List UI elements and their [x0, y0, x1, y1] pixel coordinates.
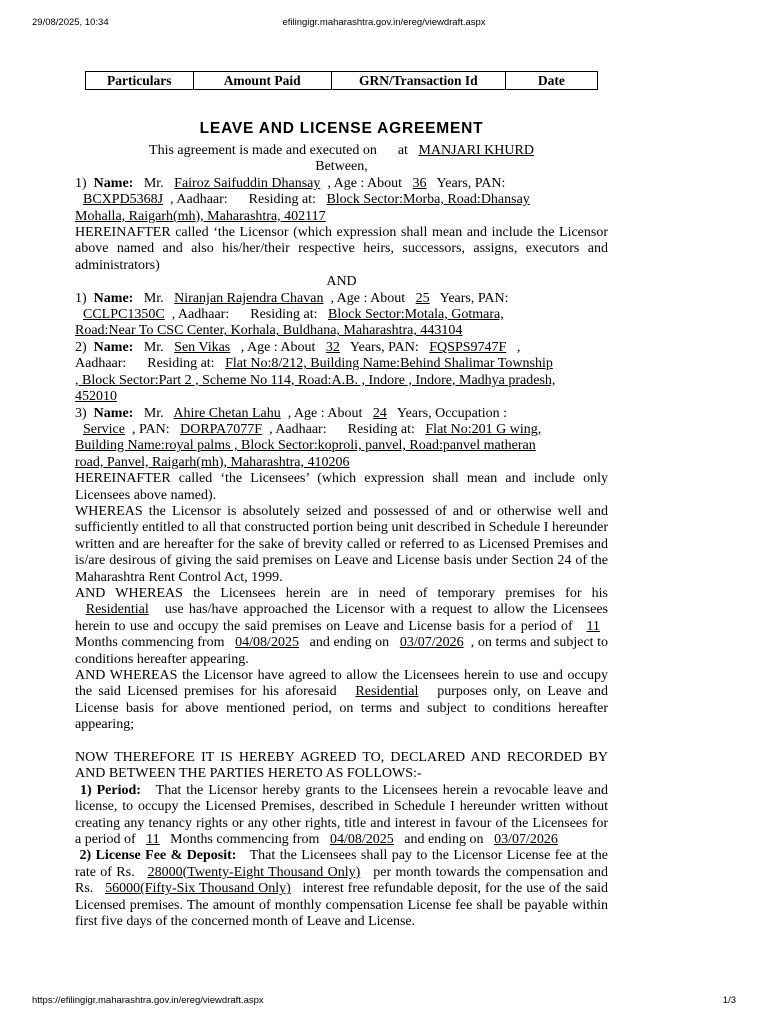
- whereas2-text-e: , on terms and subject to conditions hereafter appearing.: [75, 635, 609, 667]
- header-amount-paid: Amount Paid: [193, 72, 331, 90]
- payment-table-header-row: [86, 72, 598, 90]
- party-number: 1): [75, 290, 87, 306]
- licensee-3-line-1: [75, 406, 608, 422]
- licensee-2-address-part2: , Block Sector:Part 2 , Scheme No 114, Road:A.B. , Indore , Indore, Madhya pradesh,: [75, 372, 556, 388]
- aadhaar-residing-label: , Aadhaar: Residing at:: [170, 192, 316, 208]
- name-label: Name:: [93, 175, 134, 191]
- age-label: , Age : About: [240, 339, 316, 355]
- whereas2-text-a: AND WHEREAS the Licensees herein are in need of temporary premises for his: [75, 585, 608, 601]
- licensor-name: Fairoz Saifuddin Dhansay: [174, 175, 321, 191]
- hereinafter-licensees: HEREINAFTER called ‘the Licensees’ (which expression shall mean and include only Licensees above named).: [75, 471, 608, 503]
- whereas2-text-c: Months commencing from: [75, 635, 225, 651]
- licensee-1-address-part2: Road:Near To CSC Center, Korhala, Buldhana, Maharashtra, 443104: [75, 323, 463, 339]
- years-pan-label: Years, PAN:: [436, 175, 506, 191]
- whereas2-months: 11: [586, 618, 600, 634]
- page-number: 1/3: [722, 995, 736, 1006]
- name-title: Mr.: [143, 405, 164, 421]
- licensee-2-line-2: [75, 356, 608, 372]
- whereas3-text-b: purposes only, on Leave and License basis for above mentioned period, on terms and subject to conditions hereafter appearing;: [75, 684, 608, 733]
- clause1-end-date: 03/07/2026: [494, 832, 558, 848]
- licensee-1-line-1: [75, 291, 608, 307]
- clause2-license-fee: 28000(Twenty-Eight Thousand Only): [147, 864, 361, 880]
- whereas-clause-3: [75, 668, 608, 734]
- payment-table: [85, 71, 598, 90]
- name-label: Name:: [93, 339, 134, 355]
- licensee-3-address-part1: Flat No:201 G wing,: [425, 421, 542, 437]
- licensee-1-name: Niranjan Rajendra Chavan: [174, 290, 324, 306]
- name-label: Name:: [93, 405, 134, 421]
- header-grn-transaction-id: GRN/Transaction Id: [331, 72, 505, 90]
- whereas2-end-date: 03/07/2026: [399, 635, 464, 651]
- whereas-clause-2: [75, 586, 608, 668]
- licensor-line-3: [75, 209, 608, 225]
- licensor-pan: BCXPD5368J: [83, 192, 164, 208]
- clause-period-label: 1) Period:: [79, 782, 141, 798]
- whereas2-text-b: use has/have approached the Licensor with a request to allow the Licensees herein to use and occupy the said premises on Leave and License basis for a period of: [75, 602, 609, 634]
- licensee-3-line-2: [75, 422, 608, 438]
- header-particulars: Particulars: [86, 72, 194, 90]
- whereas-clause-1: WHEREAS the Licensor is absolutely seized and possessed of and or otherwise well and sufficiently entitled to all that constructed portion being unit described in Schedule I hereunder written and are hereafter for the sake of brevity called or referred to as Licensed Premises and is/are desirous of giving the said premises on Leave and License basis under Section 24 of the Maharashtra Rent Control Act, 1999.: [75, 503, 608, 585]
- licensee-1-line-3: [75, 323, 608, 339]
- intro-line: [75, 143, 608, 159]
- between-line: Between,: [315, 159, 368, 175]
- clause1-text-b: Months commencing from: [170, 832, 320, 848]
- aadhaar-residing-label: , Aadhaar: Residing at:: [269, 421, 415, 437]
- age-label: , Age : About: [287, 405, 363, 421]
- clause2-text-c: interest free refundable deposit, for the use of the said Licensed premises. The amount of monthly compensation License fee shall be payable within first five days of the concerned month of Leave and License.: [75, 881, 608, 930]
- licensee-3-name: Ahire Chetan Lahu: [173, 405, 281, 421]
- whereas2-start-date: 04/08/2025: [235, 635, 299, 651]
- hereinafter-licensor: HEREINAFTER called ‘the Licensor (which expression shall mean and include the Licensor above named and also his/her/their respective heirs, successors, assigns, executors and administrators): [75, 225, 608, 273]
- clause2-text-b: per month towards the compensation and Rs.: [75, 864, 608, 897]
- licensee-3-pan: DORPA7077F: [180, 421, 263, 437]
- aadhaar-residing-label: , Aadhaar: Residing at:: [171, 307, 318, 323]
- clause1-months: 11: [146, 832, 160, 848]
- pan-label: , PAN:: [131, 421, 170, 437]
- licensor-address-part2: Mohalla, Raigarh(mh), Maharashtra, 402117: [75, 208, 326, 224]
- licensee-1-pan: CCLPC1350C: [83, 307, 165, 323]
- name-title: Mr.: [143, 290, 164, 306]
- print-url: efilingigr.maharashtra.gov.in/ereg/viewdraft.aspx: [282, 17, 486, 28]
- clause1-start-date: 04/08/2025: [329, 832, 394, 848]
- licensee-2-line-1: [75, 340, 608, 356]
- clause2-deposit: 56000(Fifty-Six Thousand Only): [105, 881, 291, 897]
- licensee-2-name: Sen Vikas: [174, 339, 231, 355]
- years-pan-label: Years, PAN:: [349, 339, 419, 355]
- clause-fee-label: 2) License Fee & Deposit:: [79, 848, 237, 864]
- age-label: , Age : About: [327, 175, 403, 191]
- clause1-text-a: That the Licensor hereby grants to the Licensees herein a revocable leave and license, to occupy the Licensed Premises, described in Schedule I hereunder written without creating any tenancy rights or any other rights, title and interest in favour of the Licensees for a period of: [75, 782, 609, 848]
- years-pan-label: Years, PAN:: [439, 290, 509, 306]
- whereas2-text-d: and ending on: [309, 635, 390, 651]
- clause-period: [75, 783, 608, 849]
- header-date: Date: [505, 72, 597, 90]
- whereas3-use: Residential: [355, 684, 419, 700]
- now-therefore-clause: NOW THEREFORE IT IS HEREBY AGREED TO, DECLARED AND RECORDED BY AND BETWEEN THE PARTIES HERETO AS FOLLOWS:-: [75, 750, 608, 782]
- agreement-title: LEAVE AND LICENSE AGREEMENT: [199, 120, 484, 137]
- clause1-text-c: and ending on: [404, 832, 484, 848]
- print-footer: [32, 995, 736, 1009]
- licensor-age: 36: [412, 175, 427, 191]
- licensee-3-line-4: [75, 455, 608, 471]
- footer-url: https://efilingigr.maharashtra.gov.in/ereg/viewdraft.aspx: [32, 995, 264, 1006]
- licensee-3-address-part2: Building Name:royal palms , Block Sector:koproli, panvel, Road:panvel matheran: [75, 438, 536, 454]
- aadhaar-residing-label: Aadhaar: Residing at:: [75, 356, 215, 372]
- licensor-address-part1: Block Sector:Morba, Road:Dhansay: [326, 192, 530, 208]
- whereas2-use: Residential: [85, 602, 149, 618]
- licensee-1-line-2: [75, 307, 608, 323]
- party-number: 2): [75, 339, 87, 355]
- name-title: Mr.: [143, 339, 164, 355]
- licensor-line-2: [75, 192, 608, 208]
- licensee-2-line-3: [75, 373, 608, 389]
- agreement-document: [75, 119, 608, 930]
- licensee-3-occupation: Service: [83, 421, 125, 437]
- licensee-1-age: 25: [415, 290, 430, 306]
- and-separator: AND: [326, 274, 357, 290]
- whereas3-text-a: AND WHEREAS the Licensor have agreed to allow the Licensees herein to use and occupy the said Licensed premises for his aforesaid: [75, 668, 608, 700]
- licensee-2-address-part3: 452010: [75, 389, 117, 405]
- party-number: 3): [75, 405, 87, 421]
- licensee-2-line-4: [75, 389, 608, 405]
- licensee-1-address-part1: Block Sector:Motala, Gotmara,: [328, 307, 504, 323]
- licensee-2-age: 32: [325, 339, 340, 355]
- licensor-line-1: [75, 176, 608, 192]
- age-label: , Age : About: [330, 290, 406, 306]
- comma: ,: [516, 339, 521, 355]
- print-datetime: 29/08/2025, 10:34: [32, 17, 109, 28]
- clause-license-fee-deposit: [75, 848, 608, 930]
- spacer: [75, 734, 608, 750]
- intro-text: This agreement is made and executed on at: [149, 143, 415, 158]
- party-number: 1): [75, 175, 87, 191]
- execution-place: MANJARI KHURD: [418, 143, 534, 158]
- years-occupation-label: Years, Occupation :: [396, 405, 508, 421]
- licensee-2-pan: FQSPS9747F: [429, 339, 507, 355]
- licensee-3-address-part3: road, Panvel, Raigarh(mh), Maharashtra, 410206: [75, 454, 350, 470]
- licensee-3-age: 24: [372, 405, 387, 421]
- name-label: Name:: [93, 290, 134, 306]
- print-header: [32, 17, 736, 31]
- licensee-3-line-3: [75, 438, 608, 454]
- name-title: Mr.: [143, 175, 164, 191]
- clause2-text-a: That the Licensees shall pay to the Licensor License fee at the rate of Rs.: [75, 848, 609, 880]
- licensee-2-address-part1: Flat No:8/212, Building Name:Behind Shalimar Township: [225, 356, 553, 372]
